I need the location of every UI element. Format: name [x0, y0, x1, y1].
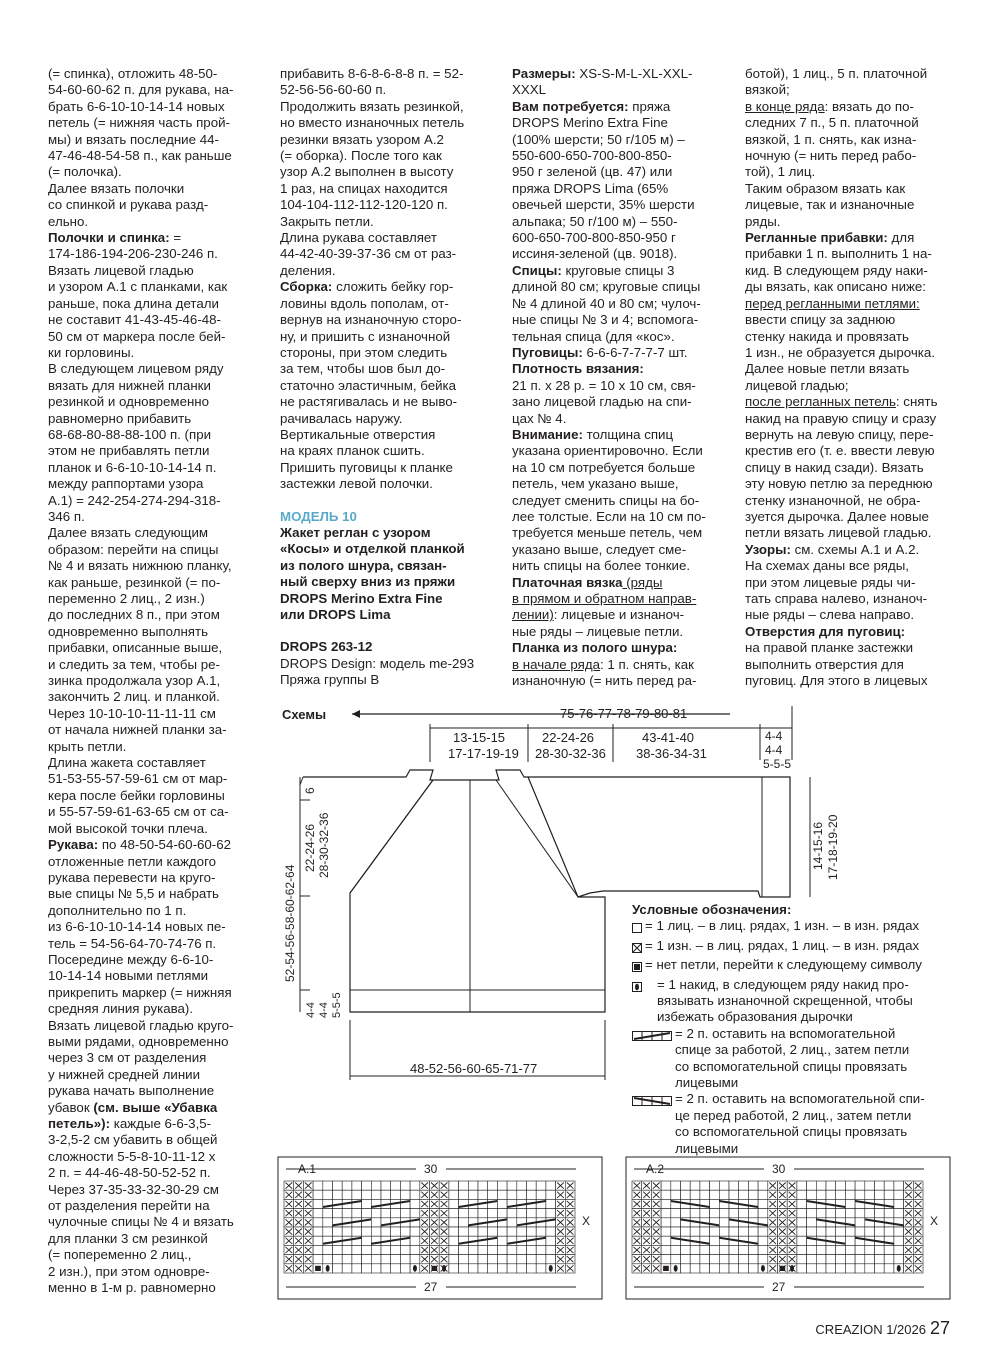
text-line: накид на правую спицу и сразу: [745, 410, 937, 426]
section-heading: Платочная вязка: [512, 574, 623, 590]
section-heading: Спицы:: [512, 262, 562, 278]
text-line: от разделения перейти на: [48, 1198, 210, 1214]
text-line: из 6-6-10-10-14-14 новых пе-: [48, 919, 226, 935]
text-line: лее толстые. Если на 10 см по-: [512, 508, 706, 524]
text-line: Регланные прибавки: для: [745, 230, 915, 246]
text-line: пряжа DROPS Lima (65%: [512, 180, 669, 196]
legend-item: = 1 накид, в следующем ряду накид про- вязывать изнаночной скрещенной, чтобы избежать образования дырочки: [657, 976, 913, 1025]
dim-seg4c: 5-5-5: [763, 757, 792, 771]
dim-left-total: 52-54-56-58-60-62-64: [283, 864, 297, 982]
chart-width-top: 30: [424, 1162, 438, 1176]
text-line: раньше, пока длина детали: [48, 295, 219, 311]
text-line: стенку накида и провязать: [745, 328, 909, 344]
text-line: вязкой;: [745, 82, 790, 98]
text-line: А.1) = 242-254-274-294-318-: [48, 492, 221, 508]
section-heading: Полочки и спинка:: [48, 230, 170, 246]
text-line: в прямом и обратном направ-: [512, 591, 697, 606]
text-line: длиной 80 см; круговые спицы: [512, 279, 701, 295]
model-title: или DROPS Lima: [280, 607, 391, 622]
text-line: Внимание: толщина спиц: [512, 426, 674, 442]
text-line: На схемах даны все ряды,: [745, 558, 909, 574]
legend-item: = нет петли, перейти к следующему символу: [645, 957, 922, 973]
text-line: петли вязать лицевой гладью.: [745, 525, 932, 541]
text-line: вернув на изнаночную сторо-: [280, 312, 462, 328]
dim-left-hem-3: 5-5-5: [331, 992, 343, 1018]
text-line: 54-60-60-62 п. для рукава, на-: [48, 82, 234, 98]
text-line: ные ряды – лицевые петли.: [512, 623, 684, 639]
text-line: зано лицевой гладью на спи-: [512, 394, 692, 410]
text-line: ботой), 1 лиц., 5 п. платочной: [745, 66, 928, 81]
text-line: тельная спица (для «кос».: [512, 328, 675, 344]
text-line: спицу в накид сзади). Вязать: [745, 459, 924, 475]
text-line: зуется дырочка. Далее новые: [745, 508, 929, 524]
text-line: 550-600-650-700-800-850-: [512, 148, 672, 164]
text-line: на краях планок сшить.: [280, 443, 425, 459]
legend-item: = 1 изн. – в лиц. рядах, 1 лиц. – в изн. рядах: [645, 937, 920, 953]
chart-repeat-mark: X: [930, 1214, 939, 1228]
text-line: ну, и пришить с изнаночной: [280, 328, 451, 344]
legend: [632, 902, 962, 1157]
text-line: одновременно выполнять: [48, 623, 209, 639]
text-column-2: [280, 66, 498, 689]
dim-cuff: 14-15-16: [811, 821, 825, 870]
text-column-3: [512, 66, 732, 689]
text-line: после регланных петель: снять: [745, 394, 938, 410]
text-line: до последних 8 п., при этом: [48, 607, 220, 623]
text-line: в конце ряда: вязать до по-: [745, 98, 914, 114]
model-title: ный сверху вниз из пряжи: [280, 574, 456, 590]
no-stitch-symbol-icon: [632, 960, 642, 976]
text-line: DROPS Merino Extra Fine: [512, 115, 668, 131]
model-title: «Косы» и отделкой планкой: [280, 541, 465, 557]
text-line: выполнить отверстия для: [745, 656, 904, 672]
text-line: на правой планке застежки: [745, 640, 914, 656]
text-line: деления.: [280, 262, 336, 278]
section-heading: Рукава:: [48, 837, 99, 853]
text-line: (100% шерсти; 50 г/105 м) –: [512, 131, 685, 147]
dim-seg4a: 4-4: [765, 729, 783, 743]
text-line: DROPS Design: модель me-293: [280, 655, 475, 671]
yarn-over-symbol-icon: [632, 980, 654, 996]
text-line: при этом лицевые ряды чи-: [745, 574, 916, 590]
text-line: 21 п. х 28 р. = 10 х 10 см, свя-: [512, 377, 696, 393]
text-line: той), 1 лиц.: [745, 164, 816, 180]
section-heading: Вам потребуется:: [512, 98, 629, 114]
text-line: тель = 54-56-64-70-74-76 п.: [48, 935, 217, 951]
text-line: и 55-57-59-61-63-65 см от са-: [48, 804, 229, 820]
text-line: 44-42-40-39-37-36 см от раз-: [280, 246, 457, 262]
text-line: В следующем лицевом ряду: [48, 361, 224, 377]
text-line: ные ряды – слева направо.: [745, 607, 915, 623]
legend-item: = 2 п. оставить на вспомогательной спи- це перед работой, 2 лиц., затем петли со вспомогательной спицы провязать лицевыми: [675, 1091, 925, 1156]
text-line: ды вязать, как описано ниже:: [745, 279, 927, 295]
text-line: Вязать лицевой гладью круго-: [48, 1017, 234, 1033]
text-line: выми рядами, одновременно: [48, 1033, 229, 1049]
text-line: ловины вдоль пополам, от-: [280, 295, 449, 311]
text-line: между раппортами узора: [48, 476, 204, 492]
dim-seg1b: 17-17-19-19: [448, 746, 519, 761]
text-line: рачивалась наружу.: [280, 410, 403, 426]
text-line: Полочки и спинка: =: [48, 230, 182, 246]
dim-left-raglan-2: 28-30-32-36: [317, 812, 331, 878]
dim-seg2a: 22-24-26: [542, 730, 595, 745]
text-line: отложенные петли каждого: [48, 853, 217, 869]
dim-left-hem-2: 4-4: [318, 1002, 330, 1018]
text-line: изнаночную (= нить перед ра-: [512, 673, 697, 689]
chart-width-bottom: 27: [772, 1280, 786, 1294]
text-line: ряды.: [745, 213, 781, 229]
text-line: но вместо изнаночных петель: [280, 115, 465, 131]
text-line: 51-53-55-57-59-61 см от мар-: [48, 771, 228, 787]
text-line: прибавки 1 п. выполнить 1 на-: [745, 246, 932, 262]
text-line: через 3 см от разделения: [48, 1050, 207, 1066]
text-line: Посередине между 6-6-10-: [48, 951, 214, 967]
text-line: 174-186-194-206-230-246 п.: [48, 246, 218, 262]
text-line: (= полочка).: [48, 164, 122, 180]
text-line: 950 г зеленой (цв. 47) или: [512, 164, 673, 180]
chart-width-bottom: 27: [424, 1280, 438, 1294]
text-line: менно в 1-м р. равномерно: [48, 1280, 216, 1296]
cable-front-symbol-icon: [632, 1094, 672, 1110]
text-line: крыть петли.: [48, 738, 127, 754]
dim-seg2b: 28-30-32-36: [535, 746, 606, 761]
text-line: следует сменить спицы на бо-: [512, 492, 700, 508]
section-heading: Плотность вязания:: [512, 361, 644, 377]
text-line: эту новую петлю за переднюю: [745, 476, 933, 492]
text-line: ввести спицу за заднюю: [745, 312, 896, 328]
text-line: 1 раз, на спицах находится: [280, 180, 448, 196]
text-line: альпака; 50 г/100 м) – 550-: [512, 213, 678, 229]
text-line: кера после бейки горловины: [48, 787, 225, 803]
section-heading: Сборка:: [280, 279, 333, 295]
text-line: Рукава: по 48-50-54-60-60-62: [48, 837, 232, 853]
dim-top-total: 75-76-77-78-79-80-81: [560, 706, 688, 721]
section-heading: Внимание:: [512, 426, 583, 442]
text-line: за тем, чтобы шов был до-: [280, 361, 446, 377]
text-line: не составит 41-43-45-46-48-: [48, 312, 221, 328]
text-line: и узором А.1 с планками, как: [48, 279, 228, 295]
chart-repeat-mark: X: [582, 1214, 591, 1228]
text-line: Сборка: сложить бейку гор-: [280, 279, 454, 295]
model-title: Жакет реглан с узором: [280, 524, 431, 540]
dim-seg3b: 38-36-34-31: [636, 746, 707, 761]
text-line: у нижней средней линии: [48, 1066, 201, 1082]
section-heading: Планка из полого шнура:: [512, 640, 678, 656]
text-line: лении): лицевые и изнаноч-: [512, 607, 685, 623]
chart-name: А.1: [298, 1162, 317, 1176]
text-line: планок и 6-6-10-10-14-14 п.: [48, 459, 217, 475]
text-line: стороны, при этом следить: [280, 344, 448, 360]
text-line: указана ориентировочно. Если: [512, 443, 703, 459]
text-line: средняя линия рукава).: [48, 1001, 194, 1017]
section-heading: Пуговицы:: [512, 344, 583, 360]
knit-chart-a1: [276, 1155, 606, 1305]
section-heading: Узоры:: [745, 541, 791, 557]
text-line: рукава начать выполнение: [48, 1083, 215, 1099]
text-line: как раньше, резинкой (= по-: [48, 574, 221, 590]
text-line: Таким образом вязать как: [745, 180, 906, 196]
text-line: Через 37-35-33-32-30-29 см: [48, 1181, 219, 1197]
text-line: Продолжить вязать резинкой,: [280, 98, 464, 114]
section-heading: Отверстия для пуговиц:: [745, 623, 906, 639]
text-line: Длина жакета составляет: [48, 755, 206, 771]
knit-symbol-icon: [632, 921, 642, 937]
text-line: Длина рукава составляет: [280, 230, 437, 246]
text-line: 47-46-48-54-58 п., как раньше: [48, 148, 232, 164]
text-line: ные спицы № 3 и 4; вспомога-: [512, 312, 699, 328]
text-line: 104-104-112-112-120-120 п.: [280, 197, 448, 213]
text-line: Закрыть петли.: [280, 213, 374, 229]
text-line: и следить за тем, чтобы ре-: [48, 656, 220, 672]
text-line: 346 п.: [48, 508, 85, 524]
text-line: Пуговицы: 6-6-6-7-7-7-7 шт.: [512, 344, 688, 360]
text-line: в начале ряда: 1 п. снять, как: [512, 656, 694, 672]
text-line: петель, чем указано выше,: [512, 476, 679, 492]
text-line: вязкой, 1 п. снять, как изна-: [745, 131, 917, 147]
dim-left-hem-1: 4-4: [305, 1002, 317, 1018]
chart-name: А.2: [646, 1162, 665, 1176]
text-line: не растягивалась и не выво-: [280, 394, 458, 410]
text-line: 50 см от маркера после бей-: [48, 328, 226, 344]
text-line: вые спицы № 5,5 и набрать: [48, 886, 219, 902]
model-label: МОДЕЛЬ 10: [280, 508, 357, 524]
text-line: прибавки, описанные выше,: [48, 640, 223, 656]
text-line: зинка продолжала узор А.1,: [48, 673, 221, 689]
text-line: 52-56-56-60-60 п.: [280, 82, 387, 98]
text-line: кид. В следующем ряду наки-: [745, 262, 928, 278]
text-line: образом: перейти на спицы: [48, 541, 219, 557]
dim-seg3a: 43-41-40: [642, 730, 695, 745]
text-line: 3-2,5-2 см убавить в общей: [48, 1132, 218, 1148]
text-line: пуговиц. Для этого в лицевых: [745, 673, 928, 689]
purl-symbol-icon: [632, 941, 642, 957]
text-line: 2 изн.), при этом одновре-: [48, 1263, 210, 1279]
text-line: тать справа налево, изнаноч-: [745, 591, 928, 606]
text-line: мой высокой точки плеча.: [48, 820, 208, 836]
text-line: Далее вязать следующим: [48, 525, 209, 541]
text-line: лицевой гладью;: [745, 377, 849, 393]
text-line: резинкой и одновременно: [48, 394, 210, 410]
page-number: 27: [929, 1318, 950, 1338]
section-heading: Размеры:: [512, 66, 576, 81]
text-line: крестив его (т. е. ввести левую: [745, 443, 935, 459]
text-line: ночную (= нить перед рабо-: [745, 148, 917, 164]
text-line: 1 изн., не образуется дырочка.: [745, 344, 935, 360]
dim-left-raglan-1: 22-24-26: [303, 823, 317, 872]
cable-back-symbol-icon: [632, 1029, 672, 1045]
text-line: овечьей шерсти, 35% шерсти: [512, 197, 695, 213]
text-line: [512, 640, 732, 656]
text-line: ки горловины.: [48, 344, 135, 360]
text-column-1: [48, 66, 266, 1296]
text-line: переменно 2 лиц., 2 изн.): [48, 591, 205, 606]
text-line: 68-68-80-88-88-100 п. (при: [48, 426, 212, 442]
text-line: сложности 5-5-8-10-11-12 х: [48, 1148, 216, 1164]
text-line: Далее вязать полочки: [48, 180, 185, 196]
text-line: Пришить пуговицы к планке: [280, 459, 453, 475]
text-line: (= попеременно 2 лиц.,: [48, 1247, 192, 1263]
text-line: стенку изнаночной, не обра-: [745, 492, 921, 508]
text-line: Спицы: круговые спицы 3: [512, 262, 675, 278]
text-line: требуется меньше петель, чем: [512, 525, 703, 541]
text-line: прикрепить маркер (= нижняя: [48, 984, 232, 1000]
text-line: № 4 и вязать нижнюю планку,: [48, 558, 232, 574]
text-line: иссиня-зеленой (цв. 9018).: [512, 246, 678, 262]
text-line: перед регланными петлями:: [745, 295, 920, 311]
text-line: 10-14-14 новыми петлями: [48, 968, 209, 984]
text-line: нить спицы на более тонкие.: [512, 558, 691, 574]
text-line: цах № 4.: [512, 410, 567, 426]
text-line: (= спинка), отложить 48-50-: [48, 66, 218, 81]
dim-left-neck: 6: [303, 787, 317, 794]
text-line: вязать для нижней планки: [48, 377, 211, 393]
dim-cuff-2: 17-18-19-20: [826, 814, 840, 880]
dim-seg1a: 13-15-15: [453, 730, 506, 745]
text-line: Через 10-10-10-11-11-11 см: [48, 705, 216, 721]
text-line: резинки вязать узором А.2: [280, 131, 444, 147]
legend-item: = 2 п. оставить на вспомогательной спице за работой, 2 лиц., затем петли со вспомогательной спицы провязать лицевыми: [675, 1025, 910, 1091]
text-line: Размеры: XS-S-M-L-XL-XXL-: [512, 66, 693, 81]
text-line: на 10 см потребуется больше: [512, 459, 696, 475]
text-line: XXXL: [512, 82, 547, 98]
text-line: убавок (см. выше «Убавка: [48, 1099, 218, 1115]
text-line: петель»): каждые 6-6-3,5-: [48, 1116, 212, 1131]
text-line: [745, 624, 960, 640]
text-line: узор А.2 выполнен в высоту: [280, 164, 454, 180]
chart-grid: [284, 1181, 575, 1273]
text-line: Пряжа группы B: [280, 672, 380, 688]
legend-item: = 1 лиц. – в лиц. рядах, 1 изн. – в изн. рядах: [645, 918, 920, 934]
text-line: застежки левой полочки.: [280, 476, 433, 492]
text-line: статочно эластичным, бейка: [280, 377, 457, 393]
text-line: вернуть на левую спицу, пере-: [745, 426, 934, 442]
text-line: дополнительно по 1 п.: [48, 902, 187, 918]
text-line: ельно.: [48, 213, 89, 229]
text-line: прибавить 8-6-8-6-8-8 п. = 52-: [280, 66, 464, 81]
text-line: следних 7 п., 5 п. платочной: [745, 115, 919, 131]
chart-width-top: 30: [772, 1162, 786, 1176]
section-heading: Регланные прибавки:: [745, 230, 888, 246]
text-line: для планки 3 см резинкой: [48, 1230, 208, 1246]
knit-chart-a2: [624, 1155, 954, 1305]
text-line: [512, 361, 732, 377]
page-footer: [815, 1318, 950, 1339]
magazine-name: CREAZION 1/2026: [815, 1322, 926, 1337]
text-line: Вам потребуется: пряжа: [512, 98, 671, 114]
text-column-4: [745, 66, 960, 689]
text-line: (= оборка). После того как: [280, 148, 442, 164]
text-line: лицевые, так и изнаночные: [745, 197, 915, 213]
legend-title: Условные обозначения:: [632, 902, 792, 917]
text-line: Вертикальные отверстия: [280, 426, 436, 442]
text-line: Узоры: см. схемы А.1 и А.2.: [745, 541, 920, 557]
text-line: Далее новые петли вязать: [745, 361, 910, 377]
text-line: от начала нижней планки за-: [48, 722, 227, 738]
text-line: чулочные спицы № 4 и вязать: [48, 1214, 234, 1230]
model-title: DROPS Merino Extra Fine: [280, 590, 443, 606]
dim-bottom: 48-52-56-60-65-71-77: [410, 1061, 538, 1076]
model-code: DROPS 263-12: [280, 639, 373, 655]
text-line: Вязать лицевой гладью: [48, 262, 194, 278]
schema-title: Схемы: [282, 707, 327, 722]
text-line: брать 6-6-10-10-14-14 новых: [48, 98, 225, 114]
chart-grid: [632, 1181, 923, 1273]
text-line: петель (= нижняя часть прой-: [48, 115, 230, 131]
text-line: равномерно прибавить: [48, 410, 192, 426]
text-line: мы) и вязать последние 44-: [48, 131, 219, 147]
text-line: рукава перевести на круго-: [48, 869, 216, 885]
text-line: указано выше, следует сме-: [512, 541, 687, 557]
text-line: № 4 длиной 40 и 80 см; чулоч-: [512, 295, 701, 311]
model-title: из полого шнура, связан-: [280, 557, 447, 573]
text-line: Платочная вязка (ряды: [512, 574, 663, 590]
text-line: 2 п. = 44-46-48-50-52-52 п.: [48, 1165, 211, 1181]
dim-seg4b: 4-4: [765, 743, 783, 757]
text-line: со спинкой и рукава разд-: [48, 197, 209, 213]
text-line: этом не прибавлять петли: [48, 443, 210, 459]
text-line: 600-650-700-800-850-950 г: [512, 230, 676, 246]
text-line: закончить 2 лиц. и планкой.: [48, 689, 220, 705]
